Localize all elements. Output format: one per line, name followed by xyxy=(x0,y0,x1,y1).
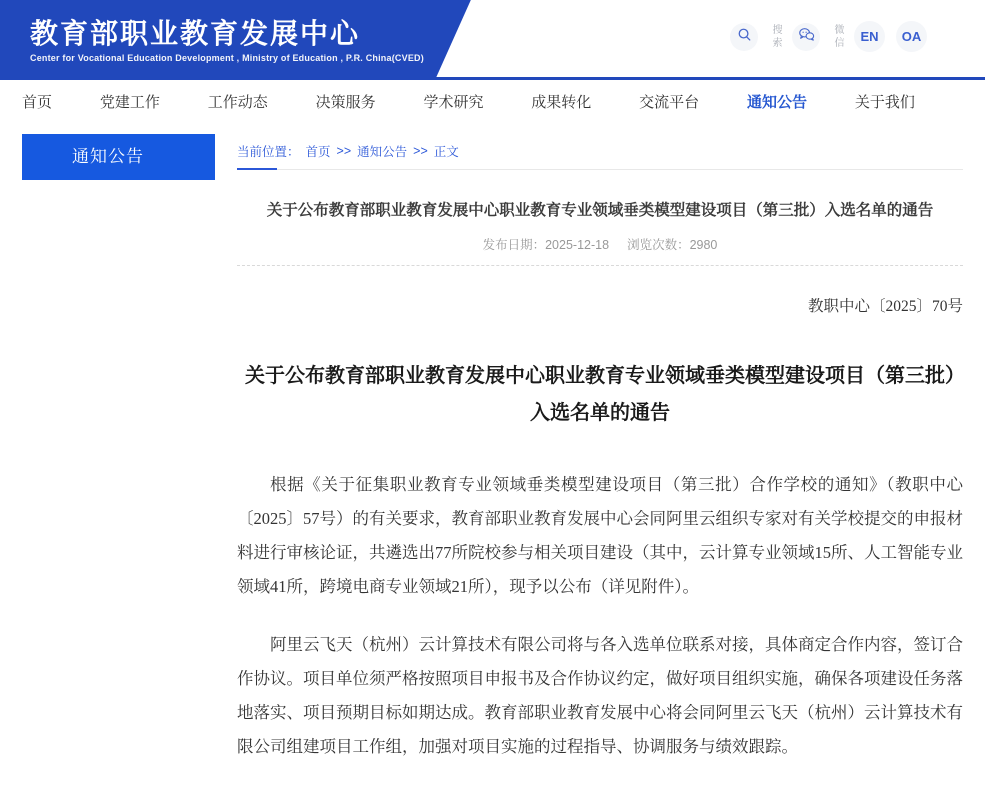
oa-button[interactable] xyxy=(896,21,927,52)
meta-divider xyxy=(237,265,963,266)
site-logo-subtitle: Center for Vocational Education Development , Ministry of Education , P.R. China(CVED) xyxy=(30,53,424,63)
nav-item-academic-research[interactable]: 学术研究 xyxy=(423,93,484,111)
article-title: 关于公布教育部职业教育发展中心职业教育专业领域垂类模型建设项目（第三批）入选名单的通告 xyxy=(266,202,934,219)
wechat-button[interactable] xyxy=(792,23,820,51)
search-label: 搜索 xyxy=(770,23,781,50)
site-logo[interactable] xyxy=(30,18,424,63)
oa-label: OA xyxy=(901,29,922,44)
sidebar xyxy=(22,134,215,180)
nav-item-party-building[interactable]: 党建工作 xyxy=(99,93,160,111)
search-icon xyxy=(737,27,752,47)
document-body xyxy=(237,468,963,764)
breadcrumb-label: 当前位置： xyxy=(237,145,300,159)
site-header xyxy=(0,0,985,80)
nav-item-about-us[interactable]: 关于我们 xyxy=(854,93,915,111)
article-meta xyxy=(237,235,963,253)
page-body xyxy=(0,122,985,788)
wechat-label: 微信 xyxy=(832,23,843,50)
nav-item-achievements[interactable]: 成果转化 xyxy=(531,93,592,111)
sidebar-item-notices[interactable]: 通知公告 xyxy=(22,134,215,180)
nav-item-home[interactable]: 首页 xyxy=(22,93,53,111)
breadcrumb-separator: >> xyxy=(336,144,352,158)
breadcrumb xyxy=(237,134,963,160)
document-number: 教职中心〔2025〕70号 xyxy=(807,298,963,315)
nav-item-exchange-platform[interactable]: 交流平台 xyxy=(639,93,700,111)
breadcrumb-current[interactable]: 正文 xyxy=(433,145,459,159)
breadcrumb-divider xyxy=(237,168,963,170)
paragraph: 阿里云飞天（杭州）云计算技术有限公司将与各入选单位联系对接，具体商定合作内容，签订合作协议。项目单位须严格按照项目申报书及合作协议约定，做好项目组织实施，确保各项建设任务落地落实、项目预期目标如期达成。教育部职业教育发展中心将会同阿里云飞天（杭州）云计算技术有限公司组建项目工作组，加强对项目实施的过程指导、协调服务与绩效跟踪。 xyxy=(237,635,963,756)
wechat-icon xyxy=(798,27,815,47)
nav-item-work-dynamics[interactable]: 工作动态 xyxy=(207,93,268,111)
publish-date-label: 发布日期： xyxy=(482,238,546,252)
nav-item-decision-services[interactable]: 决策服务 xyxy=(315,93,376,111)
header-tools xyxy=(730,21,951,52)
views-value: 2980 xyxy=(689,238,718,252)
language-en-button[interactable] xyxy=(854,21,885,52)
site-logo-title: 教育部职业教育发展中心 xyxy=(30,18,361,49)
language-en-label: EN xyxy=(860,29,879,44)
views-label: 浏览次数： xyxy=(627,238,690,252)
breadcrumb-home[interactable]: 首页 xyxy=(305,145,331,159)
publish-date-value: 2025-12-18 xyxy=(545,238,610,252)
breadcrumb-separator: >> xyxy=(413,144,428,158)
main-nav xyxy=(0,80,985,122)
breadcrumb-section[interactable]: 通知公告 xyxy=(357,145,408,159)
main-content xyxy=(237,134,963,788)
document-heading: 关于公布教育部职业教育发展中心职业教育专业领域垂类模型建设项目（第三批）入选名单的通告 xyxy=(245,365,955,424)
search-button[interactable] xyxy=(730,23,758,51)
nav-item-notices[interactable]: 通知公告 xyxy=(747,93,808,111)
paragraph: 根据《关于征集职业教育专业领域垂类模型建设项目（第三批）合作学校的通知》（教职中心〔2025〕57号）的有关要求，教育部职业教育发展中心会同阿里云组织专家对有关学校提交的申报材料进行审核论证，共遴选出77所院校参与相关项目建设（其中，云计算专业领域15所、人工智能专业领域41所，跨境电商专业领域21所），现予以公布（详见附件）。 xyxy=(237,475,963,596)
